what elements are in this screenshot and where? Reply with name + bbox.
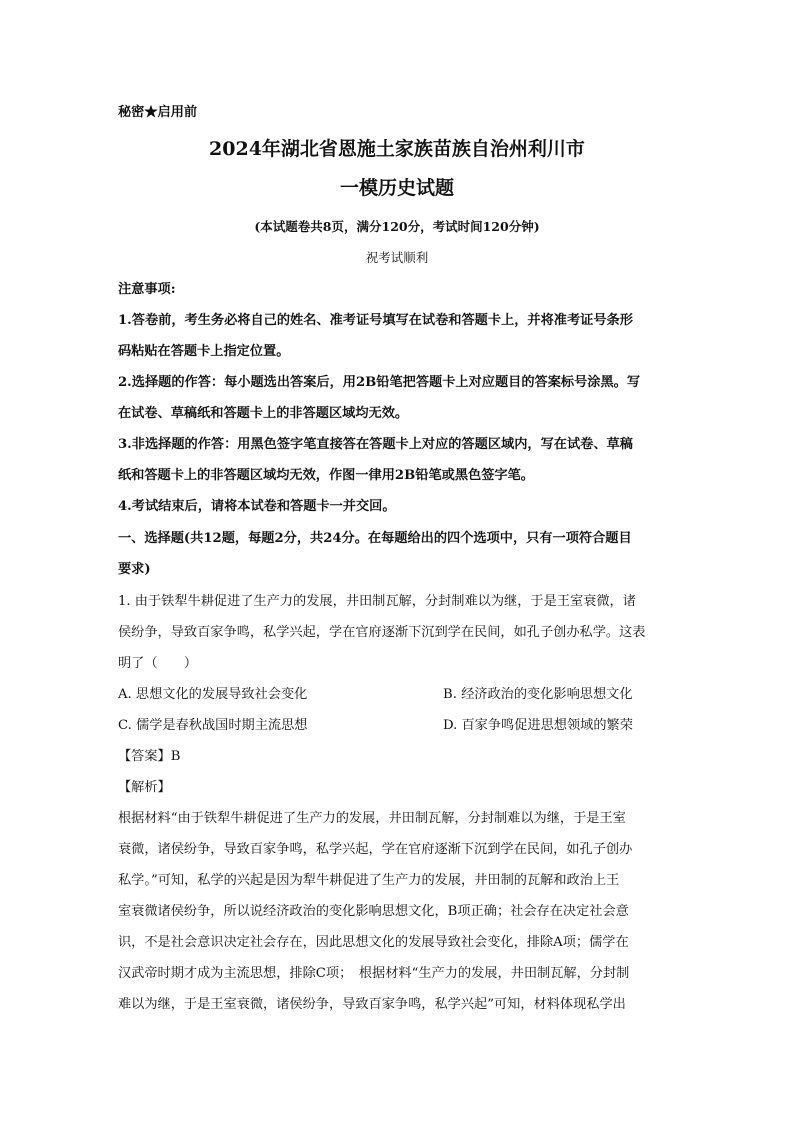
exam-title-line2: 一模历史试题 xyxy=(339,177,454,199)
note-line: 2.选择题的作答：每小题选出答案后，用2B铅笔把答题卡上对应题目的答案标号涂黑。写 xyxy=(118,375,641,390)
note-line: 码粘贴在答题卡上指定位置。 xyxy=(118,344,290,359)
note-line: 纸和答题卡上的非答题区域均无效，作图一律用2B铅笔或黑色签字笔。 xyxy=(118,468,534,483)
analysis-line: 根据材料“由于铁犁牛耕促进了生产力的发展，井田制瓦解，分封制难以为继，于是王室 xyxy=(118,811,626,826)
secret-label: 秘密★启用前 xyxy=(118,105,198,120)
option-d: D. 百家争鸣促进思想领域的繁荣 xyxy=(443,718,633,733)
answer-line: 【答案】B xyxy=(118,749,181,764)
section-heading: 一、选择题(共12题，每题2分，共24分。在每题给出的四个选项中，只有一项符合题目 xyxy=(118,531,632,546)
question-stem-line: 侯纷争，导致百家争鸣，私学兴起，学在官府逐渐下沉到学在民间，如孔子创办私学。这表 xyxy=(118,625,646,640)
analysis-line: 室衰微诸侯纷争，所以说经济政治的变化影响思想文化，B项正确；社会存在决定社会意 xyxy=(118,904,629,919)
analysis-line: 识，不是社会意识决定社会存在，因此思想文化的发展导致社会变化，排除A项；儒学在 xyxy=(118,935,629,950)
wish-text: 祝考试顺利 xyxy=(365,250,429,265)
analysis-line: 难以为继，于是王室衰微，诸侯纷争，导致百家争鸣，私学兴起”可知，材料体现私学出 xyxy=(118,997,626,1012)
note-line: 4.考试结束后，请将本试卷和答题卡一并交回。 xyxy=(118,499,396,514)
option-b: B. 经济政治的变化影响思想文化 xyxy=(443,687,633,702)
note-line: 3.非选择题的作答：用黑色签字笔直接答在答题卡上对应的答题区域内，写在试卷、草稿 xyxy=(118,437,633,452)
question-stem-line: 1. 由于铁犁牛耕促进了生产力的发展，井田制瓦解，分封制难以为继，于是王室衰微，诸 xyxy=(118,594,636,609)
analysis-line: 衰微，诸侯纷争，导致百家争鸣，私学兴起，学在官府逐渐下沉到学在民间，如孔子创办 xyxy=(118,842,633,857)
option-a: A. 思想文化的发展导致社会变化 xyxy=(118,687,308,702)
analysis-heading: 【解析】 xyxy=(118,780,171,795)
exam-title-line1: 2024年湖北省恩施土家族苗族自治州利川市 xyxy=(209,138,585,160)
notes-heading: 注意事项: xyxy=(118,282,176,297)
section-heading: 要求) xyxy=(118,562,151,577)
question-stem-line: 明了（ ） xyxy=(118,656,198,671)
option-c: C. 儒学是春秋战国时期主流思想 xyxy=(118,718,308,733)
analysis-line: 私学。”可知，私学的兴起是因为犁牛耕促进了生产力的发展，井田制的瓦解和政治上王 xyxy=(118,873,620,888)
analysis-line: 汉武帝时期才成为主流思想，排除C项； 根据材料“生产力的发展，井田制瓦解，分封制 xyxy=(118,966,630,981)
exam-subtitle: (本试题卷共8页，满分120分，考试时间120分钟) xyxy=(254,219,540,234)
note-line: 在试卷、草稿纸和答题卡上的非答题区域均无效。 xyxy=(118,406,409,421)
note-line: 1.答卷前，考生务必将自己的姓名、准考证号填写在试卷和答题卡上，并将准考证号条形 xyxy=(118,313,633,328)
